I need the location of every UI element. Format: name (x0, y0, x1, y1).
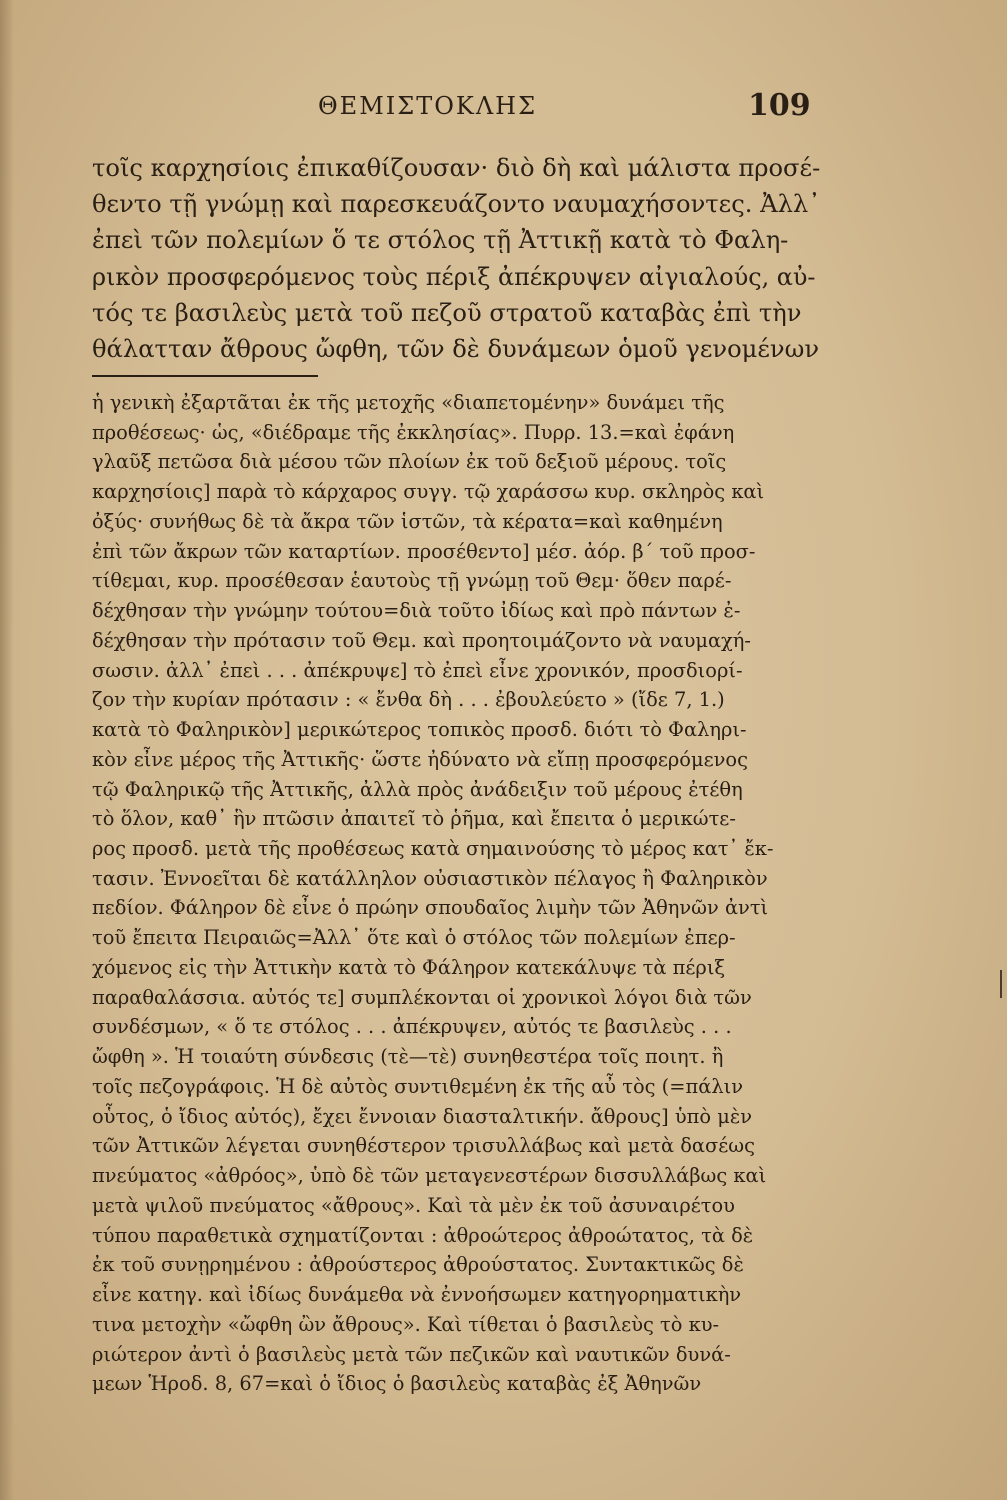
note-line: χόμενος εἰς τὴν Ἀττικὴν κατὰ τὸ Φάληρον κατεκάλυψε τὰ πέριξ (92, 955, 726, 979)
note-line: μετὰ ψιλοῦ πνεύματος «ἄθρους». Καὶ τὰ μὲν ἐκ τοῦ ἀσυναιρέτου (92, 1193, 735, 1217)
footnote-divider (92, 375, 318, 377)
note-line: σωσιν. ἀλλ᾽ ἐπεὶ . . . ἀπέκρυψε] τὸ ἐπεὶ εἶνε χρονικόν, προσδιορί- (92, 658, 743, 682)
note-line: τινα μετοχὴν «ὤφθη ὢν ἄθρους». Καὶ τίθεται ὁ βασιλεὺς τὸ κυ- (92, 1312, 720, 1336)
note-line: πεδίον. Φάληρον δὲ εἶνε ὁ πρώην σπουδαῖος λιμὴν τῶν Ἀθηνῶν ἀντὶ (92, 896, 769, 920)
note-line: τῶν Ἀττικῶν λέγεται συνηθέστερον τρισυλλάβως καὶ μετὰ δασέως (92, 1134, 755, 1158)
note-line: ρος προσδ. μετὰ τῆς προθέσεως κατὰ σημαινούσης τὸ μέρος κατ᾽ ἔκ- (92, 837, 774, 861)
note-line: τίθεμαι, κυρ. προσέθεσαν ἑαυτοὺς τῇ γνώμῃ τοῦ Θεμ· ὅθεν παρέ- (92, 569, 732, 593)
note-line: δέχθησαν τὴν γνώμην τούτου=διὰ τοῦτο ἰδίως καὶ πρὸ πάντων ἐ- (92, 599, 741, 623)
note-line: τύπου παραθετικὰ σχηματίζονται : ἀθροώτερος ἀθροώτατος, τὰ δὲ (92, 1223, 754, 1247)
main-text-line: θάλατταν ἄθρους ὤφθη, τῶν δὲ δυνάμεων ὁμοῦ γενομένων (92, 334, 820, 363)
note-line: κατὰ τὸ Φαληρικὸν] μερικώτερος τοπικὸς προσδ. διότι τὸ Φαληρι- (92, 718, 747, 742)
note-line: ὀξύς· συνήθως δὲ τὰ ἄκρα τῶν ἱστῶν, τὰ κέρατα=καὶ καθημένη (92, 509, 723, 533)
note-line: καρχησίοις] παρὰ τὸ κάρχαρος συγγ. τῷ χαράσσω κυρ. σκληρὸς καὶ (92, 480, 765, 504)
page-header (0, 88, 1007, 128)
note-line: πνεύματος «ἀθρόος», ὑπὸ δὲ τῶν μεταγενεστέρων δισσυλλάβως καὶ (92, 1164, 767, 1188)
note-line: τὸ ὅλον, καθ᾽ ἣν πτῶσιν ἀπαιτεῖ τὸ ῥῆμα, καὶ ἔπειτα ὁ μερικώτε- (92, 807, 736, 831)
main-text-line: ἐπεὶ τῶν πολεμίων ὅ τε στόλος τῇ Ἀττικῇ κατὰ τὸ Φαλη- (92, 226, 789, 255)
note-line: τοῦ ἔπειτα Πειραιῶς=Ἀλλ᾽ ὅτε καὶ ὁ στόλος τῶν πολεμίων ἐπερ- (92, 926, 736, 950)
note-line: τῷ Φαληρικῷ τῆς Ἀττικῆς, ἀλλὰ πρὸς ἀνάδειξιν τοῦ μέρους ἐτέθη (92, 777, 743, 801)
commentary-notes (92, 388, 824, 1399)
running-title: ΘΕΜΙΣΤΟΚΛΗΣ (318, 92, 538, 120)
note-line: ριώτερον ἀντὶ ὁ βασιλεὺς μετὰ τῶν πεζικῶν καὶ ναυτικῶν δυνά- (92, 1342, 731, 1366)
note-line: δέχθησαν τὴν πρότασιν τοῦ Θεμ. καὶ προητοιμάζοντο νὰ ναυμαχή- (92, 628, 751, 652)
note-line: ὤφθη ». Ἡ τοιαύτη σύνδεσις (τὲ—τὲ) συνηθεστέρα τοῖς ποιητ. ἢ (92, 1045, 724, 1069)
page-number: 109 (748, 88, 811, 123)
note-line: συνδέσμων, « ὅ τε στόλος . . . ἀπέκρυψεν, αὐτός τε βασιλεὺς . . . (92, 1015, 732, 1039)
main-text-line: τός τε βασιλεὺς μετὰ τοῦ πεζοῦ στρατοῦ καταβὰς ἐπὶ τὴν (92, 298, 802, 327)
page-edge-shadow (0, 0, 14, 1500)
main-text-line: τοῖς καρχησίοις ἐπικαθίζουσαν· διὸ δὴ καὶ μάλιστα προσέ- (92, 154, 821, 182)
note-line: τοῖς πεζογράφοις. Ἡ δὲ αὐτὸς συντιθεμένη ἐκ τῆς αὖ τὸς (=πάλιν (92, 1074, 744, 1098)
note-line: κὸν εἶνε μέρος τῆς Ἀττικῆς· ὥστε ἠδύνατο νὰ εἴπῃ προσφερόμενος (92, 747, 748, 771)
main-text-line: θεντο τῇ γνώμῃ καὶ παρεσκευάζοντο ναυμαχήσοντες. Ἀλλ᾽ (92, 190, 821, 219)
note-line: παραθαλάσσια. αὐτός τε] συμπλέκονται οἱ χρονικοὶ λόγοι διὰ τῶν (92, 985, 752, 1009)
note-line: εἶνε κατηγ. καὶ ἰδίως δυνάμεθα νὰ ἐννοήσωμεν κατηγορηματικὴν (92, 1283, 742, 1307)
note-line: ζον τὴν κυρίαν πρότασιν : « ἔνθα δὴ . . . ἐβουλεύετο » (ἴδε 7, 1.) (92, 688, 725, 712)
note-line: τασιν. Ἐννοεῖται δὲ κατάλληλον οὐσιαστικὸν πέλαγος ἢ Φαληρικὸν (92, 866, 768, 890)
main-text-line: ρικὸν προσφερόμενος τοὺς πέριξ ἀπέκρυψεν αἰγιαλούς, αὐ- (92, 262, 816, 291)
note-line: μεων Ἡροδ. 8, 67=καὶ ὁ ἴδιος ὁ βασιλεὺς καταβὰς ἐξ Ἀθηνῶν (92, 1372, 702, 1396)
note-line: οὗτος, ὁ ἴδιος αὐτός), ἔχει ἔννοιαν διασταλτικήν. ἄθρους] ὑπὸ μὲν (92, 1104, 753, 1128)
note-line: γλαῦξ πετῶσα διὰ μέσου τῶν πλοίων ἐκ τοῦ δεξιοῦ μέρους. τοῖς (92, 450, 727, 474)
margin-mark (1000, 970, 1002, 998)
note-line: προθέσεως· ὡς, «διέδραμε τῆς ἐκκλησίας». Πυρρ. 13.=καὶ ἐφάνη (92, 420, 735, 444)
note-line: ἐκ τοῦ συνῃρημένου : ἀθρούστερος ἀθρούστατος. Συντακτικῶς δὲ (92, 1253, 744, 1277)
main-text (92, 150, 824, 367)
note-line: ἐπὶ τῶν ἄκρων τῶν καταρτίων. προσέθεντο] μέσ. ἀόρ. β´ τοῦ προσ- (92, 539, 756, 563)
note-line: ἡ γενικὴ ἐξαρτᾶται ἐκ τῆς μετοχῆς «διαπετομένην» δυνάμει τῆς (92, 391, 725, 414)
